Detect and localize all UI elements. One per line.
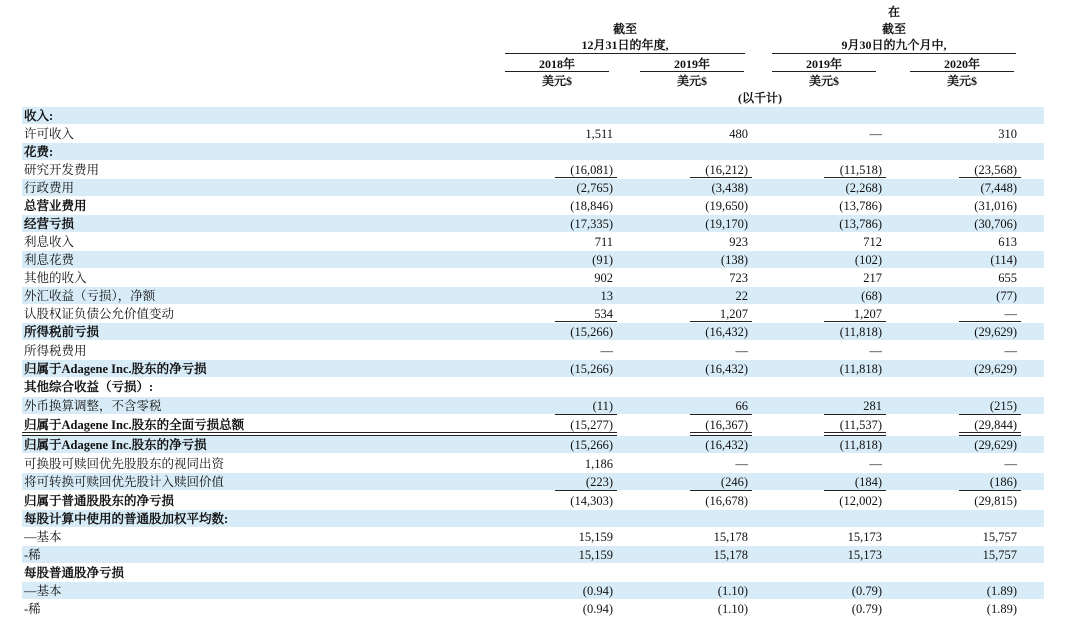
value-2019-year: (1.10) bbox=[717, 584, 748, 598]
value-2018: (0.94) bbox=[582, 584, 613, 598]
row-label: 许可收入 bbox=[24, 127, 75, 141]
row-label: 将可转换可赎回优先股计入赎回价值 bbox=[24, 475, 225, 489]
subtotal-rule bbox=[555, 414, 617, 415]
col3-year-rule bbox=[772, 71, 876, 72]
header-group2-line0: 在 bbox=[887, 5, 900, 19]
row-label: 归属于Adagene Inc.股东的净亏损 bbox=[24, 362, 207, 376]
total-double-rule bbox=[690, 432, 752, 436]
row-label: —基本 bbox=[24, 584, 62, 598]
col2-year-rule bbox=[640, 71, 744, 72]
table-row bbox=[22, 179, 1044, 196]
value-2019-year: 723 bbox=[729, 271, 748, 285]
value-2019-nine-months: 15,173 bbox=[847, 548, 882, 562]
value-2020-nine-months: (186) bbox=[989, 475, 1017, 489]
value-2019-nine-months: (0.79) bbox=[851, 602, 882, 616]
value-2019-year: 22 bbox=[735, 289, 748, 303]
value-2020-nine-months: (215) bbox=[989, 399, 1017, 413]
table-row bbox=[22, 360, 1044, 377]
table-row bbox=[22, 564, 1044, 581]
value-2019-nine-months: — bbox=[869, 127, 882, 141]
value-2018: (15,266) bbox=[570, 438, 613, 452]
subtotal-rule bbox=[555, 321, 617, 322]
col3-unit: 美元$ bbox=[808, 74, 839, 88]
value-2019-year: (138) bbox=[720, 253, 748, 267]
row-label: 归属于Adagene Inc.股东的净亏损 bbox=[24, 438, 207, 452]
col4-unit: 美元$ bbox=[946, 74, 977, 88]
table-row bbox=[22, 342, 1044, 359]
table-row bbox=[22, 600, 1044, 617]
value-2018: (14,303) bbox=[570, 494, 613, 508]
table-row bbox=[22, 492, 1044, 509]
total-double-rule bbox=[824, 432, 886, 436]
row-label: 收入: bbox=[24, 109, 54, 123]
value-2020-nine-months: (1.89) bbox=[986, 602, 1017, 616]
value-2019-nine-months: (11,518) bbox=[839, 163, 882, 177]
subtotal-rule bbox=[824, 490, 886, 491]
table-row bbox=[22, 215, 1044, 232]
value-2018: (15,266) bbox=[570, 325, 613, 339]
value-2020-nine-months: (23,568) bbox=[974, 163, 1017, 177]
row-label: 可换股可赎回优先股股东的视同出资 bbox=[24, 457, 225, 471]
table-row bbox=[22, 455, 1044, 472]
col4-year-rule bbox=[910, 71, 1014, 72]
value-2019-nine-months: — bbox=[869, 457, 882, 471]
subtotal-rule bbox=[690, 490, 752, 491]
value-2019-nine-months: (13,786) bbox=[839, 199, 882, 213]
row-label: 每股计算中使用的普通股加权平均数: bbox=[24, 512, 229, 526]
value-2018: 15,159 bbox=[578, 548, 613, 562]
subtotal-rule bbox=[555, 177, 617, 178]
table-row bbox=[22, 416, 1044, 433]
value-2018: 534 bbox=[594, 307, 613, 321]
row-label: 花费: bbox=[24, 145, 54, 159]
subtotal-rule bbox=[690, 321, 752, 322]
value-2020-nine-months: 15,757 bbox=[982, 548, 1017, 562]
value-2020-nine-months: (31,016) bbox=[974, 199, 1017, 213]
row-label: 利息收入 bbox=[24, 235, 75, 249]
value-2019-nine-months: — bbox=[869, 344, 882, 358]
col3-year: 2019年 bbox=[805, 57, 842, 71]
table-row bbox=[22, 251, 1044, 268]
table-row bbox=[22, 582, 1044, 599]
value-2019-year: (19,650) bbox=[705, 199, 748, 213]
value-2018: (91) bbox=[592, 253, 613, 267]
subtotal-rule bbox=[824, 177, 886, 178]
subtotal-rule bbox=[690, 177, 752, 178]
value-2019-year: 923 bbox=[729, 235, 748, 249]
table-row bbox=[22, 143, 1044, 160]
value-2018: 711 bbox=[594, 235, 613, 249]
col4-year: 2020年 bbox=[943, 57, 980, 71]
value-2019-nine-months: (11,818) bbox=[839, 362, 882, 376]
value-2020-nine-months: (29,629) bbox=[974, 438, 1017, 452]
value-2018: (11) bbox=[592, 399, 613, 413]
value-2019-nine-months: (11,818) bbox=[839, 325, 882, 339]
table-row bbox=[22, 125, 1044, 142]
value-2019-nine-months: 712 bbox=[863, 235, 882, 249]
row-label: 总营业费用 bbox=[24, 199, 87, 213]
value-2019-year: (16,212) bbox=[705, 163, 748, 177]
value-2020-nine-months: (29,629) bbox=[974, 325, 1017, 339]
col2-unit: 美元$ bbox=[676, 74, 707, 88]
value-2019-year: (16,432) bbox=[705, 438, 748, 452]
value-2019-year: (16,678) bbox=[705, 494, 748, 508]
value-2020-nine-months: — bbox=[1004, 457, 1017, 471]
subtotal-rule bbox=[555, 490, 617, 491]
table-row bbox=[22, 546, 1044, 563]
row-label: 其他的收入 bbox=[24, 271, 87, 285]
row-label: 归属于普通股股东的净亏损 bbox=[24, 494, 175, 508]
total-double-rule bbox=[959, 432, 1021, 436]
value-2018: (17,335) bbox=[570, 217, 613, 231]
row-label: -稀 bbox=[24, 548, 41, 562]
value-2020-nine-months: 655 bbox=[998, 271, 1017, 285]
value-2019-year: — bbox=[735, 344, 748, 358]
value-2019-year: (246) bbox=[720, 475, 748, 489]
value-2019-nine-months: (2,268) bbox=[845, 181, 882, 195]
header-group1-line1: 截至 bbox=[612, 22, 637, 36]
value-2020-nine-months: (7,448) bbox=[980, 181, 1017, 195]
table-row bbox=[22, 161, 1044, 178]
table-row bbox=[22, 436, 1044, 453]
row-label: 其他综合收益（亏损）: bbox=[24, 380, 154, 394]
value-2018: (15,277) bbox=[570, 418, 613, 432]
value-2019-year: (3,438) bbox=[711, 181, 748, 195]
header-group1-rule bbox=[505, 53, 745, 54]
value-2018: 902 bbox=[594, 271, 613, 285]
header-group2-line1: 截至 bbox=[881, 22, 906, 36]
col1-year-rule bbox=[505, 71, 609, 72]
value-2020-nine-months: 15,757 bbox=[982, 530, 1017, 544]
table-row bbox=[22, 323, 1044, 340]
value-2018: — bbox=[600, 344, 613, 358]
value-2020-nine-months: (114) bbox=[990, 253, 1017, 267]
value-2019-year: (16,432) bbox=[705, 362, 748, 376]
value-2018: 13 bbox=[600, 289, 613, 303]
value-2019-year: (19,170) bbox=[705, 217, 748, 231]
table-row bbox=[22, 305, 1044, 322]
row-label: 外币换算调整，不含零税 bbox=[24, 399, 162, 413]
value-2020-nine-months: (30,706) bbox=[974, 217, 1017, 231]
subtotal-rule bbox=[959, 177, 1021, 178]
table-row bbox=[22, 107, 1044, 124]
value-2020-nine-months: (29,629) bbox=[974, 362, 1017, 376]
value-2018: 1,186 bbox=[584, 457, 613, 471]
row-label: 每股普通股净亏损 bbox=[24, 566, 125, 580]
subtotal-rule bbox=[959, 490, 1021, 491]
value-2019-year: (16,432) bbox=[705, 325, 748, 339]
table-row bbox=[22, 197, 1044, 214]
value-2019-year: 480 bbox=[729, 127, 748, 141]
row-label: 研究开发费用 bbox=[24, 163, 100, 177]
value-2018: (16,081) bbox=[570, 163, 613, 177]
value-2019-nine-months: 15,173 bbox=[847, 530, 882, 544]
row-label: 认股权证负债公允价值变动 bbox=[24, 307, 175, 321]
value-2018: (2,765) bbox=[576, 181, 613, 195]
value-2019-year: (16,367) bbox=[705, 418, 748, 432]
thousands-note: (以千计) bbox=[738, 91, 782, 105]
value-2019-year: 15,178 bbox=[713, 548, 748, 562]
subtotal-rule bbox=[959, 414, 1021, 415]
table-row bbox=[22, 397, 1044, 414]
value-2019-year: 15,178 bbox=[713, 530, 748, 544]
total-double-rule bbox=[22, 432, 617, 436]
subtotal-rule bbox=[690, 414, 752, 415]
value-2019-nine-months: (184) bbox=[854, 475, 882, 489]
row-label: —基本 bbox=[24, 530, 62, 544]
row-label: 行政费用 bbox=[24, 181, 75, 195]
row-label: 外汇收益（亏损），净额 bbox=[24, 289, 156, 303]
value-2019-nine-months: (0.79) bbox=[851, 584, 882, 598]
table-row bbox=[22, 287, 1044, 304]
row-label: 利息花费 bbox=[24, 253, 75, 267]
value-2019-nine-months: 281 bbox=[863, 399, 882, 413]
row-label: 归属于Adagene Inc.股东的全面亏损总额 bbox=[24, 418, 245, 432]
value-2018: 1,511 bbox=[585, 127, 613, 141]
value-2018: 15,159 bbox=[578, 530, 613, 544]
value-2019-year: — bbox=[735, 457, 748, 471]
table-row bbox=[22, 269, 1044, 286]
value-2019-nine-months: (13,786) bbox=[839, 217, 882, 231]
value-2019-year: (1.10) bbox=[717, 602, 748, 616]
value-2019-nine-months: (11,818) bbox=[839, 438, 882, 452]
row-label: 所得税费用 bbox=[24, 344, 87, 358]
value-2019-nine-months: (12,002) bbox=[839, 494, 882, 508]
subtotal-rule bbox=[824, 321, 886, 322]
table-row bbox=[22, 233, 1044, 250]
value-2020-nine-months: — bbox=[1004, 307, 1017, 321]
header-group2-line2: 9月30日的九个月中, bbox=[841, 38, 947, 52]
header-group1-line2: 12月31日的年度, bbox=[581, 38, 669, 52]
table-row bbox=[22, 510, 1044, 527]
value-2019-nine-months: 217 bbox=[863, 271, 882, 285]
value-2019-nine-months: (102) bbox=[854, 253, 882, 267]
row-label: 所得税前亏损 bbox=[24, 325, 100, 339]
value-2019-nine-months: (11,537) bbox=[839, 418, 882, 432]
value-2020-nine-months: (29,815) bbox=[974, 494, 1017, 508]
value-2020-nine-months: 310 bbox=[998, 127, 1017, 141]
table-row bbox=[22, 378, 1044, 395]
value-2020-nine-months: (29,844) bbox=[974, 418, 1017, 432]
value-2020-nine-months: (77) bbox=[996, 289, 1017, 303]
subtotal-rule bbox=[824, 414, 886, 415]
value-2018: (15,266) bbox=[570, 362, 613, 376]
col1-unit: 美元$ bbox=[541, 74, 572, 88]
value-2019-nine-months: (68) bbox=[861, 289, 882, 303]
value-2020-nine-months: — bbox=[1004, 344, 1017, 358]
value-2018: (223) bbox=[585, 475, 613, 489]
value-2020-nine-months: (1.89) bbox=[986, 584, 1017, 598]
table-row bbox=[22, 473, 1044, 490]
value-2019-nine-months: 1,207 bbox=[853, 307, 882, 321]
value-2020-nine-months: 613 bbox=[998, 235, 1017, 249]
table-row bbox=[22, 528, 1044, 545]
header-group2-rule bbox=[772, 53, 1016, 54]
value-2018: (0.94) bbox=[582, 602, 613, 616]
value-2018: (18,846) bbox=[570, 199, 613, 213]
value-2019-year: 1,207 bbox=[719, 307, 748, 321]
value-2019-year: 66 bbox=[735, 399, 748, 413]
col2-year: 2019年 bbox=[673, 57, 710, 71]
row-label: 经营亏损 bbox=[24, 217, 75, 231]
row-label: -稀 bbox=[24, 602, 41, 616]
col1-year: 2018年 bbox=[538, 57, 575, 71]
subtotal-rule bbox=[959, 321, 1021, 322]
